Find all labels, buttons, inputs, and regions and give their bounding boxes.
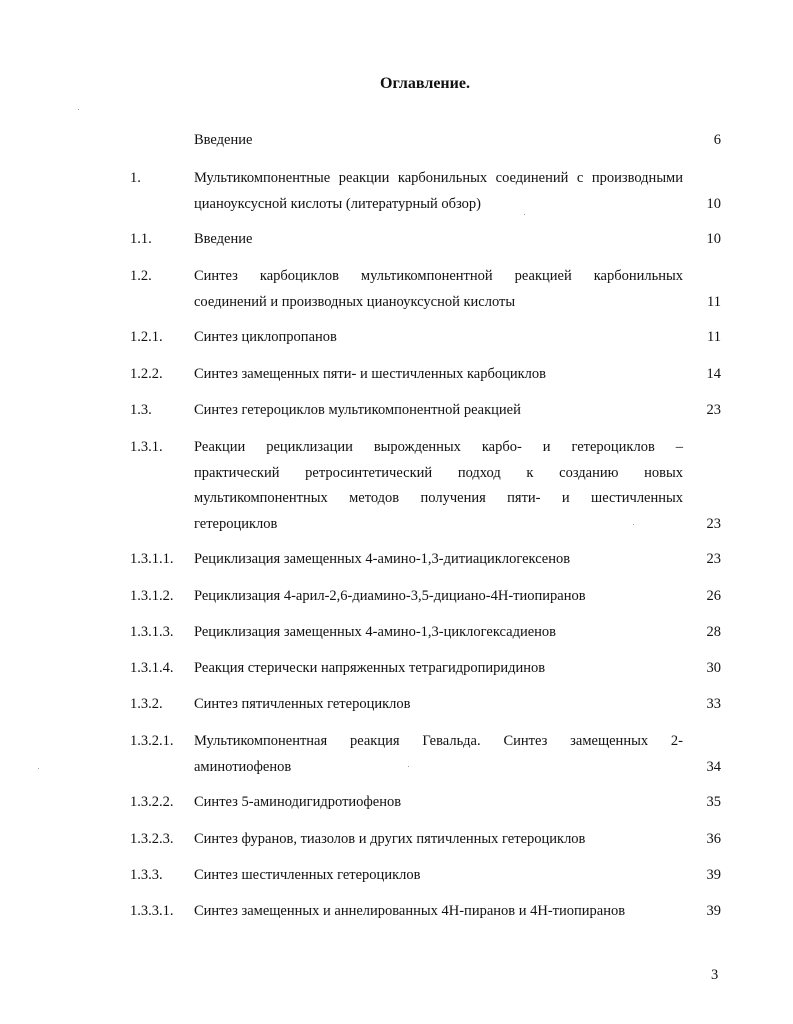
toc-entry-number: 1.3.2.2.: [130, 794, 174, 810]
toc-entry-title: [194, 362, 683, 388]
toc-entry-title: [194, 863, 683, 889]
toc-entry-number: 1.: [130, 170, 141, 186]
toc-entry-page: 26: [706, 588, 721, 604]
toc-entry-number: 1.3.2.: [130, 696, 163, 712]
toc-entry-number: 1.3.1.3.: [130, 624, 174, 640]
scan-speck: [524, 214, 525, 215]
toc-entry-title: [194, 790, 683, 816]
toc-entry-title-line: Введение: [194, 132, 253, 148]
toc-entry-title: [194, 128, 683, 154]
toc-entry-page: 39: [706, 903, 721, 919]
toc-entry[interactable]: [0, 692, 793, 718]
toc-entry[interactable]: [0, 325, 793, 351]
toc-entry-page: 39: [706, 867, 721, 883]
toc-entry-title-line: Синтез гетероциклов мультикомпонентной реакцией: [194, 402, 521, 418]
toc-entry[interactable]: [0, 362, 793, 388]
toc-entry-number: 1.3.2.1.: [130, 733, 174, 749]
toc-entry-title-line: цианоуксусной кислоты (литературный обзор): [194, 195, 481, 212]
toc-entry-title-line: мультикомпонентных методов получения пяти- и шестичленных: [194, 490, 683, 507]
toc-entry-title: [194, 899, 683, 925]
toc-entry[interactable]: [0, 584, 793, 610]
toc-entry-number: 1.3.1.2.: [130, 588, 174, 604]
toc-entry[interactable]: [0, 227, 793, 253]
toc-entry-title-line: соединений и производных цианоуксусной кислоты: [194, 293, 516, 310]
toc-entry-title-line: Введение: [194, 231, 253, 247]
toc-entry-title: [194, 692, 683, 718]
toc-entry-page: 28: [706, 624, 721, 640]
toc-entry-title-line: Синтез карбоциклов мультикомпонентной реакцией карбонильных: [194, 268, 683, 284]
scan-speck: [633, 524, 634, 525]
page-number: 3: [711, 967, 719, 983]
toc-entry[interactable]: [0, 128, 793, 154]
toc-entry-title: [194, 729, 683, 780]
toc-entry-title: [194, 547, 683, 573]
toc-entry-page: 30: [706, 660, 721, 676]
toc-entry[interactable]: [0, 398, 793, 424]
toc-entry[interactable]: [0, 729, 793, 780]
toc-entry-number: 1.3.1.4.: [130, 660, 174, 676]
toc-entry-number: 1.3.2.3.: [130, 831, 174, 847]
toc-entry-page: 11: [707, 329, 721, 345]
toc-entry-title: [194, 656, 683, 682]
toc-entry-title-line: Синтез фуранов, тиазолов и других пятичленных гетероциклов: [194, 831, 586, 847]
toc-entry[interactable]: [0, 899, 793, 925]
toc-entry-page: 23: [706, 515, 721, 532]
toc-entry-title: [194, 227, 683, 253]
toc-entry-number: 1.2.1.: [130, 329, 163, 345]
toc-entry-page: 23: [706, 402, 721, 418]
toc-entry-number: 1.3.1.1.: [130, 551, 174, 567]
toc-entry-title-line: аминотиофенов: [194, 758, 292, 775]
toc-entry[interactable]: [0, 547, 793, 573]
toc-entry[interactable]: [0, 264, 793, 315]
toc-entry-number: 1.1.: [130, 231, 152, 247]
toc-entry-page: 36: [706, 831, 721, 847]
toc-entry-title: [194, 620, 683, 646]
toc-entry[interactable]: [0, 656, 793, 682]
toc-entry-title-line: Рециклизация 4-арил-2,6-диамино-3,5-дициано-4H-тиопиранов: [194, 588, 586, 604]
toc-entry-title-line: практический ретросинтетический подход к созданию новых: [194, 464, 683, 481]
toc-entry-title-line: Синтез 5-аминодигидротиофенов: [194, 794, 402, 810]
toc-entry-title: [194, 435, 683, 537]
toc-entry[interactable]: [0, 827, 793, 853]
toc-entry-page: 33: [706, 696, 721, 712]
toc-entry-title: [194, 325, 683, 351]
toc-entry-title-line: гетероциклов: [194, 515, 278, 532]
toc-entry[interactable]: [0, 790, 793, 816]
toc-entry-title-line: Синтез пятичленных гетероциклов: [194, 696, 411, 712]
toc-entry-page: 10: [706, 195, 721, 212]
scan-speck: [38, 768, 39, 769]
toc-entry-title: [194, 827, 683, 853]
toc-entry-number: 1.3.3.1.: [130, 903, 174, 919]
toc-entry[interactable]: [0, 620, 793, 646]
toc-entry-title-line: Мультикомпонентные реакции карбонильных соединений с производными: [194, 170, 683, 186]
page-title: Оглавление.: [380, 75, 470, 92]
toc-entry-number: 1.2.2.: [130, 366, 163, 382]
toc-entry-page: 34: [706, 758, 721, 775]
toc-entry-title: [194, 584, 683, 610]
toc-entry-title: [194, 166, 683, 217]
toc-entry[interactable]: [0, 863, 793, 889]
toc-entry-title-line: Рециклизация замещенных 4-амино-1,3-циклогексадиенов: [194, 624, 557, 640]
toc-entry-title-line: Синтез циклопропанов: [194, 329, 337, 345]
toc-entry-title-line: Мультикомпонентная реакция Гевальда. Синтез замещенных 2-: [194, 733, 683, 749]
toc-entry-title: [194, 398, 683, 424]
toc-entry-page: 23: [706, 551, 721, 567]
scan-speck: [78, 109, 79, 110]
toc-entry-title-line: Реакции рециклизации вырожденных карбо- и гетероциклов –: [194, 439, 683, 455]
toc-entry-page: 11: [707, 293, 721, 310]
toc-entry-title: [194, 264, 683, 315]
scan-speck: [408, 766, 409, 767]
toc-entry-title-line: Синтез шестичленных гетероциклов: [194, 867, 421, 883]
toc-entry-number: 1.3.3.: [130, 867, 163, 883]
toc-entry-number: 1.3.1.: [130, 439, 163, 455]
toc-entry[interactable]: [0, 435, 793, 537]
toc-entry-number: 1.2.: [130, 268, 152, 284]
toc-entry-title-line: Синтез замещенных пяти- и шестичленных карбоциклов: [194, 366, 547, 382]
toc-entry-title-line: Синтез замещенных и аннелированных 4H-пиранов и 4H-тиопиранов: [194, 903, 626, 919]
toc-entry-title-line: Реакция стерически напряженных тетрагидропиридинов: [194, 660, 546, 676]
toc-entry-page: 10: [706, 231, 721, 247]
toc-entry-page: 14: [706, 366, 721, 382]
toc-entry-number: 1.3.: [130, 402, 152, 418]
toc-entry-title-line: Рециклизация замещенных 4-амино-1,3-дитиациклогексенов: [194, 551, 571, 567]
toc-entry[interactable]: [0, 166, 793, 217]
toc-entry-page: 35: [706, 794, 721, 810]
toc-entry-page: 6: [713, 132, 721, 148]
